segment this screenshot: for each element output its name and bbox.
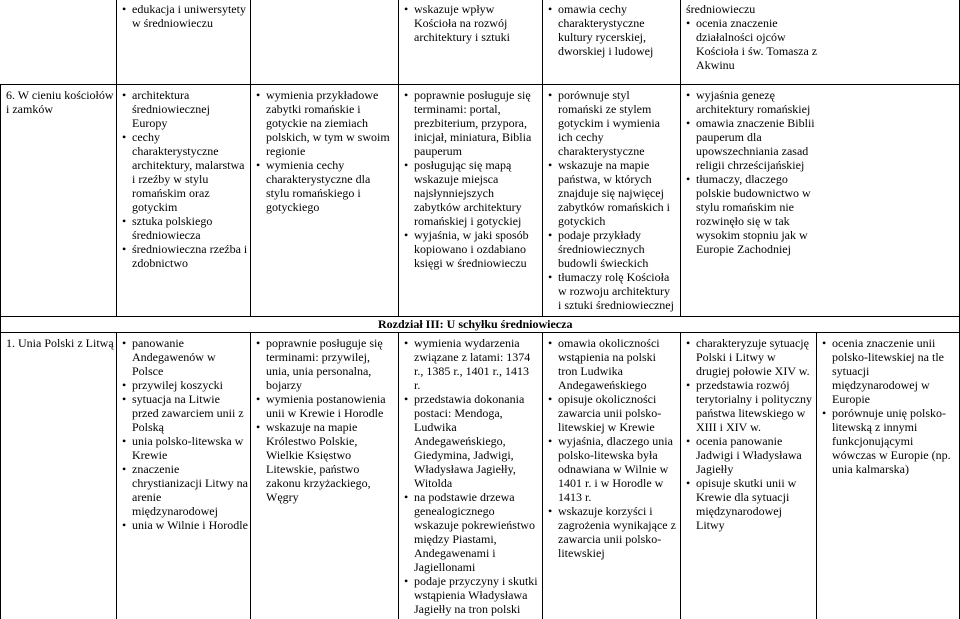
bullet-list bbox=[404, 2, 538, 44]
col-divider bbox=[680, 0, 681, 316]
list-item: • edukacja i uniwersytety w średniowieczu bbox=[122, 2, 246, 30]
list-item: • poprawnie posługuje się terminami: portal, prezbiterium, przypora, inicjał, miniatura, Biblia pauperum bbox=[404, 88, 538, 158]
bullet-list bbox=[404, 336, 538, 616]
list-item: • omawia znaczenie Biblii pauperum dla upowszechniania zasad religii chrześcijańskiej bbox=[686, 116, 818, 172]
content-cell bbox=[548, 88, 676, 312]
list-item: • architektura średniowiecznej Europy bbox=[122, 88, 248, 130]
list-item: średniowieczu bbox=[686, 2, 756, 16]
list-item: • podaje przyczyny i skutki wstąpienia Władysława Jagiełły na tron polski bbox=[404, 574, 538, 616]
col-divider bbox=[398, 0, 399, 316]
section-title: Rozdział III: U schyłku średniowiecza bbox=[378, 317, 573, 331]
list-item: • tłumaczy, dlaczego polskie budownictwo w stylu romańskim nie rozwinęło się w tak wysokim stopniu jak w Europie Zachodniej bbox=[686, 172, 818, 256]
list-item: • wymienia wydarzenia związane z latami: 1374 r., 1385 r., 1401 r., 1413 r. bbox=[404, 336, 538, 392]
topic-title: 1. Unia Polski z Litwą bbox=[6, 336, 114, 350]
list-item: • przedstawia dokonania postaci: Mendoga, Ludwika Andegaweńskiego, Giedymina, Jadwigi, Władysława Jagiełły, Witolda bbox=[404, 392, 538, 490]
list-item: • panowanie Andegawenów w Polsce bbox=[122, 336, 248, 378]
list-item: • na podstawie drzewa genealogicznego wskazuje pokrewieństwo między Piastami, Andegawenami i Jagiellonami bbox=[404, 490, 538, 574]
list-item: • sytuacja na Litwie przed zawarciem unii z Polską bbox=[122, 392, 248, 434]
list-item: • znaczenie chrystianizacji Litwy na arenie międzynarodowej bbox=[122, 462, 248, 518]
bullet-list bbox=[548, 336, 676, 560]
list-item: • cechy charakterystyczne architektury, malarstwa i rzeźby w stylu romańskim oraz gotyckim bbox=[122, 130, 248, 214]
list-item: • ocenia znaczenie działalności ojców Kościoła i św. Tomasza z Akwinu bbox=[686, 16, 818, 72]
list-item: • wymienia cechy charakterystyczne dla stylu romańskiego i gotyckiego bbox=[256, 158, 396, 214]
list-item: • ocenia znaczenie unii polsko-litewskiej na tle sytuacji międzynarodowej w Europie bbox=[822, 336, 956, 406]
list-item: • poprawnie posługuje się terminami: przywilej, unia, unia personalna, bojarzy bbox=[256, 336, 396, 392]
list-item: • wyjaśnia, w jaki sposób kopiowano i ozdabiano księgi w średniowieczu bbox=[404, 228, 538, 270]
list-item: • porównuje unię polsko-litewską z innymi funkcjonującymi wówczas w Europie (np. unia kalmarska) bbox=[822, 406, 956, 476]
col-divider bbox=[116, 332, 117, 619]
content-cell bbox=[256, 88, 396, 214]
content-cell bbox=[548, 336, 676, 560]
col-divider bbox=[542, 0, 543, 316]
prev-row-cell bbox=[686, 2, 818, 72]
list-item: • omawia cechy charakterystyczne kultury rycerskiej, dworskiej i ludowej bbox=[548, 2, 676, 58]
prev-row-cell bbox=[122, 2, 246, 30]
list-item: • tłumaczy rolę Kościoła w rozwoju architektury i sztuki średniowiecznej bbox=[548, 270, 676, 312]
list-item: • wskazuje na mapie Królestwo Polskie, Wielkie Księstwo Litewskie, państwo zakonu krzyżackiego, Węgry bbox=[256, 420, 396, 504]
bullet-list bbox=[122, 2, 246, 30]
content-cell bbox=[256, 336, 396, 504]
bullet-list bbox=[686, 336, 812, 532]
list-item: • porównuje styl romański ze stylem gotyckim i wymienia ich cechy charakterystyczne bbox=[548, 88, 676, 158]
list-item: • wyjaśnia genezę architektury romańskiej bbox=[686, 88, 818, 116]
list-item: • ocenia panowanie Jadwigi i Władysława Jagiełły bbox=[686, 434, 812, 476]
bullet-list bbox=[122, 336, 248, 532]
content-cell bbox=[122, 336, 248, 532]
col-divider bbox=[542, 332, 543, 619]
bullet-list bbox=[122, 88, 248, 270]
content-cell bbox=[686, 88, 818, 256]
row-divider bbox=[0, 84, 960, 85]
content-cell bbox=[822, 336, 956, 476]
bullet-list bbox=[822, 336, 956, 476]
content-cell bbox=[404, 88, 538, 270]
topic-cell bbox=[6, 88, 114, 116]
list-item: • opisuje skutki unii w Krewie dla sytuacji międzynarodowej Litwy bbox=[686, 476, 812, 532]
bullet-list bbox=[404, 88, 538, 270]
col-divider bbox=[398, 332, 399, 619]
list-item: • średniowieczna rzeźba i zdobnictwo bbox=[122, 242, 248, 270]
content-cell bbox=[122, 88, 248, 270]
col-divider bbox=[680, 332, 681, 619]
list-item: • podaje przykłady średniowiecznych budowli świeckich bbox=[548, 228, 676, 270]
col-divider bbox=[0, 84, 1, 619]
list-item: • omawia okoliczności wstąpienia na polski tron Ludwika Andegaweńskiego bbox=[548, 336, 676, 392]
col-divider bbox=[250, 0, 251, 316]
list-item: • posługując się mapą wskazuje miejsca najsłynniejszych zabytków architektury romańskiej i gotyckiej bbox=[404, 158, 538, 228]
prev-row-cell bbox=[548, 2, 676, 58]
list-item: • charakteryzuje sytuację Polski i Litwy w drugiej połowie XIV w. bbox=[686, 336, 812, 378]
list-item: • wymienia postanowienia unii w Krewie i Horodle bbox=[256, 392, 396, 420]
content-cell bbox=[404, 336, 538, 616]
list-item: • wskazuje na mapie państwa, w których znajduje się najwięcej zabytków romańskich i gotyckich bbox=[548, 158, 676, 228]
col-divider bbox=[116, 0, 117, 316]
list-item: • wskazuje korzyści i zagrożenia wynikające z zawarcia unii polsko-litewskiej bbox=[548, 504, 676, 560]
bullet-list bbox=[686, 2, 818, 72]
bullet-list bbox=[256, 88, 396, 214]
col-divider bbox=[250, 332, 251, 619]
list-item: • wyjaśnia, dlaczego unia polsko-litewska była odnawiana w Wilnie w 1401 r. i w Horodle w 1413 r. bbox=[548, 434, 676, 504]
bullet-list bbox=[256, 336, 396, 504]
list-item: • sztuka polskiego średniowiecza bbox=[122, 214, 248, 242]
list-item: • wymienia przykładowe zabytki romańskie i gotyckie na ziemiach polskich, w tym w swoim regionie bbox=[256, 88, 396, 158]
topic-cell bbox=[6, 336, 114, 350]
prev-row-cell bbox=[404, 2, 538, 44]
bullet-list bbox=[548, 2, 676, 58]
list-item: • przedstawia rozwój terytorialny i polityczny państwa litewskiego w XIII i XIV w. bbox=[686, 378, 812, 434]
list-item: • unia polsko-litewska w Krewie bbox=[122, 434, 248, 462]
list-item: • przywilej koszycki bbox=[122, 378, 248, 392]
content-cell bbox=[686, 336, 812, 532]
list-item: • opisuje okoliczności zawarcia unii polsko-litewskiej w Krewie bbox=[548, 392, 676, 434]
col-divider bbox=[816, 332, 817, 619]
list-item: • wskazuje wpływ Kościoła na rozwój architektury i sztuki bbox=[404, 2, 538, 44]
list-item: • unia w Wilnie i Horodle bbox=[122, 518, 248, 532]
bullet-list bbox=[548, 88, 676, 312]
bullet-list bbox=[686, 88, 818, 256]
topic-title: 6. W cieniu kościołów i zamków bbox=[6, 88, 114, 116]
